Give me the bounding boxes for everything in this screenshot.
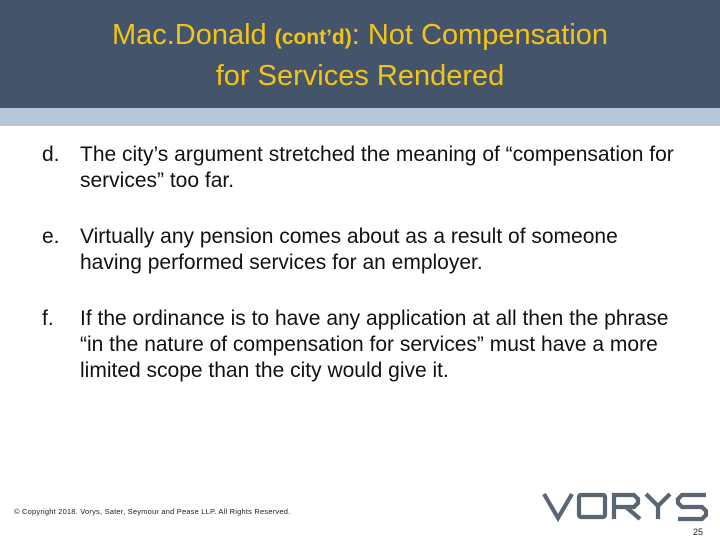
list-item-text: The city’s argument stretched the meaning of “compensation for services” too far.: [80, 143, 674, 192]
list-marker: d.: [42, 143, 60, 166]
list-marker: e.: [42, 225, 60, 248]
list-item: [42, 306, 682, 384]
list-marker: f.: [42, 307, 54, 330]
title-part-3: : Not Compensation: [351, 19, 609, 51]
slide-title: [0, 16, 720, 95]
page-number: 25: [692, 527, 703, 537]
title-line-1: [0, 16, 720, 57]
title-part-1: Mac.Donald: [111, 19, 275, 51]
title-underline: [0, 108, 720, 126]
content-list: [42, 142, 682, 414]
list-item: [42, 224, 682, 276]
vorys-logo: [542, 488, 710, 524]
list-item-text: If the ordinance is to have any application at all then the phrase “in the nature of compensation for services” must have a more limited scope than the city would give it.: [80, 307, 669, 382]
copyright-notice: © Copyright 2018. Vorys, Sater, Seymour and Pease LLP. All Rights Reserved.: [14, 507, 291, 516]
title-contd: (cont’d): [274, 26, 352, 49]
list-item-text: Virtually any pension comes about as a result of someone having performed services for an employer.: [80, 225, 618, 274]
list-item: [42, 142, 682, 194]
title-line-2: for Services Rendered: [215, 60, 505, 92]
